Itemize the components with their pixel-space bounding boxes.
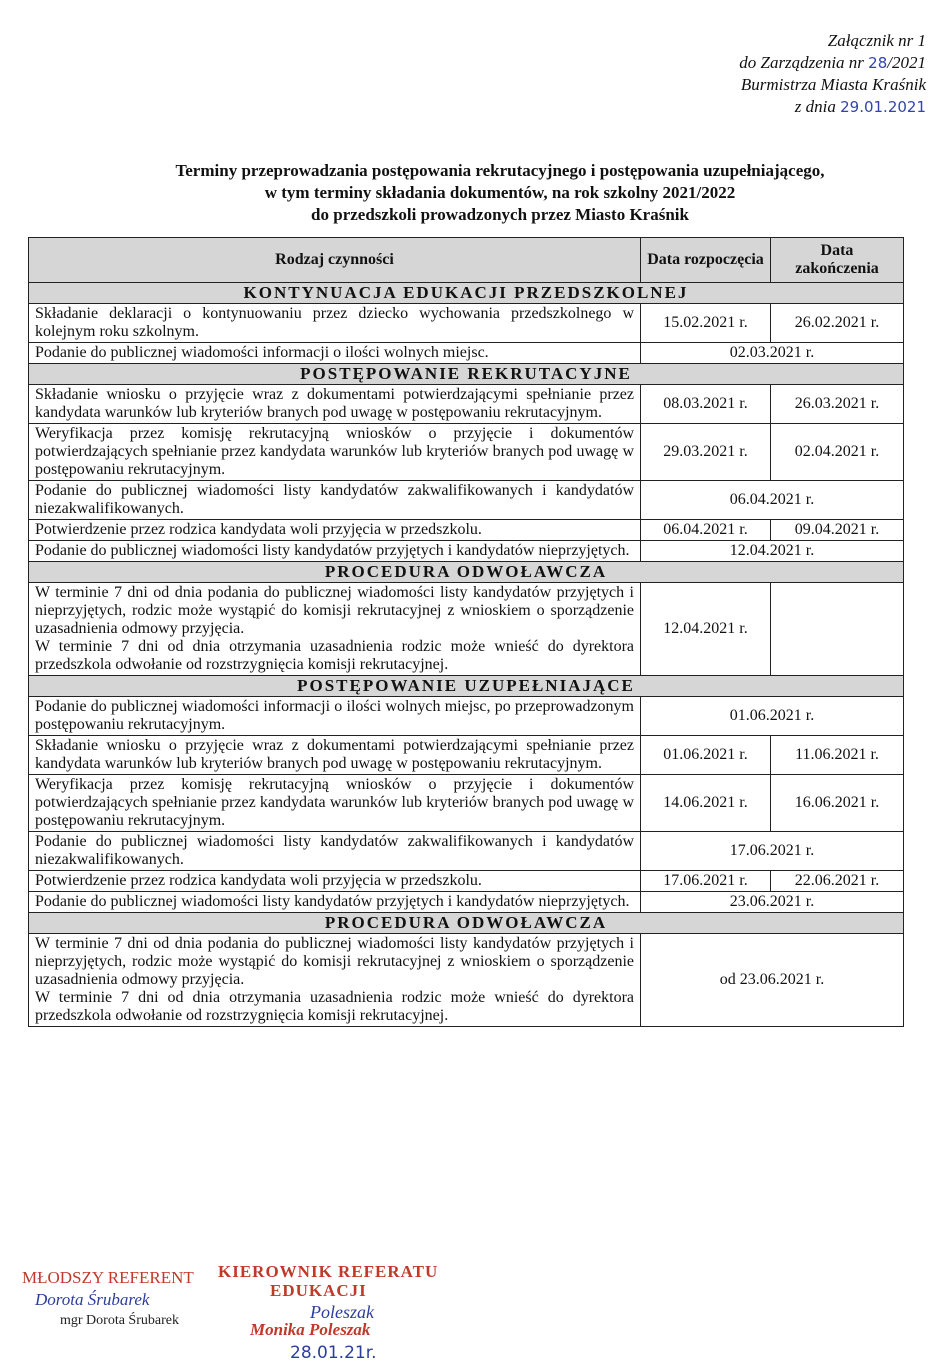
annex-ordinance: do Zarządzenia nr 28/2021 bbox=[739, 53, 926, 72]
date-end bbox=[771, 583, 904, 676]
table-row bbox=[29, 520, 904, 541]
section-row bbox=[29, 676, 904, 697]
date-single: 02.03.2021 r. bbox=[641, 343, 904, 364]
section-title: POSTĘPOWANIE REKRUTACYJNE bbox=[29, 364, 904, 385]
activity-text: Składanie wniosku o przyjęcie wraz z dokumentami potwierdzającymi spełnianie przez kandydata warunków lub kryteriów branych pod uwagę w postępowaniu rekrutacyjnym. bbox=[35, 386, 634, 421]
schedule-table bbox=[28, 237, 904, 1027]
activity-description bbox=[29, 424, 641, 481]
activity-text: Podanie do publicznej wiadomości listy kandydatów przyjętych i kandydatów nieprzyjętych. bbox=[35, 542, 630, 559]
activity-text: Podanie do publicznej wiadomości listy kandydatów przyjętych i kandydatów nieprzyjętych. bbox=[35, 893, 630, 910]
activity-description bbox=[29, 304, 641, 343]
activity-description bbox=[29, 736, 641, 775]
date-single: 12.04.2021 r. bbox=[641, 541, 904, 562]
date-end: 02.04.2021 r. bbox=[771, 424, 904, 481]
signature-right: Poleszak bbox=[310, 1302, 374, 1322]
date-start: 12.04.2021 r. bbox=[641, 583, 771, 676]
activity-text: Składanie wniosku o przyjęcie wraz z dokumentami potwierdzającymi spełnianie przez kandydata warunków lub kryteriów branych pod uwagę w postępowaniu rekrutacyjnym. bbox=[35, 737, 634, 772]
signature-date: 28.01.21r. bbox=[290, 1343, 377, 1363]
activity-text: Podanie do publicznej wiadomości informacji o ilości wolnych miejsc. bbox=[35, 344, 489, 361]
section-row bbox=[29, 364, 904, 385]
header-end-date: Data zakończenia bbox=[771, 238, 904, 283]
activity-text-continued: W terminie 7 dni od dnia otrzymania uzasadnienia rodzic może wnieść do dyrektora przedszkola odwołanie od rozstrzygnięcia komisji rekrutacyjnej. bbox=[35, 638, 634, 673]
section-row bbox=[29, 562, 904, 583]
document-title: Terminy przeprowadzania postępowania rekrutacyjnego i postępowania uzupełniającego, w tym terminy składania dokumentów, na rok szkolny 2021/2022 do przedszkoli prowadzonych przez Miasto Kraśnik bbox=[175, 161, 825, 224]
date-single: 17.06.2021 r. bbox=[641, 832, 904, 871]
table-row bbox=[29, 775, 904, 832]
date-single: od 23.06.2021 r. bbox=[641, 934, 904, 1027]
table-row bbox=[29, 424, 904, 481]
activity-description bbox=[29, 583, 641, 676]
activity-text: Potwierdzenie przez rodzica kandydata woli przyjęcia w przedszkolu. bbox=[35, 872, 482, 889]
header-activity: Rodzaj czynności bbox=[29, 238, 641, 283]
section-row bbox=[29, 913, 904, 934]
annex-issuer: Burmistrza Miasta Kraśnik bbox=[740, 75, 926, 94]
table-row bbox=[29, 583, 904, 676]
header-start-date: Data rozpoczęcia bbox=[641, 238, 771, 283]
table-row bbox=[29, 304, 904, 343]
section-title: KONTYNUACJA EDUKACJI PRZEDSZKOLNEJ bbox=[29, 283, 904, 304]
activity-description bbox=[29, 520, 641, 541]
signature-left: Dorota Śrubarek bbox=[35, 1290, 150, 1309]
date-end: 09.04.2021 r. bbox=[771, 520, 904, 541]
table-row bbox=[29, 697, 904, 736]
section-title: PROCEDURA ODWOŁAWCZA bbox=[29, 913, 904, 934]
annex-date-handwritten: 29.01.2021 bbox=[840, 98, 926, 116]
annex-header bbox=[739, 30, 926, 118]
date-end: 26.02.2021 r. bbox=[771, 304, 904, 343]
activity-text: Weryfikacja przez komisję rekrutacyjną wniosków o przyjęcie i dokumentów potwierdzających spełnianie przez kandydata warunków lub kryteriów branych pod uwagę w postępowaniu rekrutacyjnym. bbox=[35, 776, 634, 829]
table-row bbox=[29, 736, 904, 775]
activity-description bbox=[29, 775, 641, 832]
annex-number: Załącznik nr 1 bbox=[827, 31, 926, 50]
stamp-head-department: EDUKACJI bbox=[270, 1281, 367, 1300]
ordinance-number-handwritten: 28 bbox=[868, 54, 888, 72]
stamp-junior-officer: MŁODSZY REFERENT bbox=[22, 1268, 194, 1287]
activity-text: Składanie deklaracji o kontynuowaniu przez dziecko wychowania przedszkolnego w kolejnym roku szkolnym. bbox=[35, 305, 634, 340]
activity-description bbox=[29, 385, 641, 424]
table-row bbox=[29, 481, 904, 520]
date-start: 29.03.2021 r. bbox=[641, 424, 771, 481]
annex-date: z dnia 29.01.2021 bbox=[794, 97, 926, 116]
activity-description bbox=[29, 343, 641, 364]
activity-description bbox=[29, 832, 641, 871]
activity-text: W terminie 7 dni od dnia podania do publicznej wiadomości listy kandydatów przyjętych i nieprzyjętych, rodzic może wystąpić do komisji rekrutacyjnej z wnioskiem o sporządzenie uzasadnienia odmowy przyjęcia. bbox=[35, 584, 634, 637]
table-header-row bbox=[29, 238, 904, 283]
activity-text-continued: W terminie 7 dni od dnia otrzymania uzasadnienia rodzic może wnieść do dyrektora przedszkola odwołanie od rozstrzygnięcia komisji rekrutacyjnej. bbox=[35, 989, 634, 1024]
section-row bbox=[29, 283, 904, 304]
date-end: 26.03.2021 r. bbox=[771, 385, 904, 424]
table-row bbox=[29, 832, 904, 871]
date-start: 06.04.2021 r. bbox=[641, 520, 771, 541]
table-row bbox=[29, 892, 904, 913]
activity-text: Weryfikacja przez komisję rekrutacyjną wniosków o przyjęcie i dokumentów potwierdzających spełnianie przez kandydata warunków lub kryteriów branych pod uwagę w postępowaniu rekrutacyjnym. bbox=[35, 425, 634, 478]
signatory-name-left: mgr Dorota Śrubarek bbox=[60, 1313, 179, 1328]
date-single: 23.06.2021 r. bbox=[641, 892, 904, 913]
date-single: 01.06.2021 r. bbox=[641, 697, 904, 736]
activity-text: W terminie 7 dni od dnia podania do publicznej wiadomości listy kandydatów przyjętych i nieprzyjętych, rodzic może wystąpić do komisji rekrutacyjnej z wnioskiem o sporządzenie uzasadnienia odmowy przyjęcia. bbox=[35, 935, 634, 988]
section-title: POSTĘPOWANIE UZUPEŁNIAJĄCE bbox=[29, 676, 904, 697]
date-end: 22.06.2021 r. bbox=[771, 871, 904, 892]
activity-text: Potwierdzenie przez rodzica kandydata woli przyjęcia w przedszkolu. bbox=[35, 521, 482, 538]
table-row bbox=[29, 343, 904, 364]
activity-description bbox=[29, 541, 641, 562]
table-row bbox=[29, 934, 904, 1027]
date-start: 15.02.2021 r. bbox=[641, 304, 771, 343]
date-single: 06.04.2021 r. bbox=[641, 481, 904, 520]
date-start: 17.06.2021 r. bbox=[641, 871, 771, 892]
activity-description bbox=[29, 892, 641, 913]
table-row bbox=[29, 385, 904, 424]
activity-text: Podanie do publicznej wiadomości informacji o ilości wolnych miejsc, po przeprowadzonym postępowaniu rekrutacyjnym. bbox=[35, 698, 634, 733]
table-row bbox=[29, 541, 904, 562]
table-row bbox=[29, 871, 904, 892]
activity-description bbox=[29, 871, 641, 892]
activity-text: Podanie do publicznej wiadomości listy kandydatów zakwalifikowanych i kandydatów niezakwalifikowanych. bbox=[35, 482, 634, 517]
date-start: 01.06.2021 r. bbox=[641, 736, 771, 775]
activity-text: Podanie do publicznej wiadomości listy kandydatów zakwalifikowanych i kandydatów niezakwalifikowanych. bbox=[35, 833, 634, 868]
date-end: 16.06.2021 r. bbox=[771, 775, 904, 832]
activity-description bbox=[29, 697, 641, 736]
date-start: 08.03.2021 r. bbox=[641, 385, 771, 424]
date-end: 11.06.2021 r. bbox=[771, 736, 904, 775]
section-title: PROCEDURA ODWOŁAWCZA bbox=[29, 562, 904, 583]
activity-description bbox=[29, 481, 641, 520]
date-start: 14.06.2021 r. bbox=[641, 775, 771, 832]
stamp-head-title: KIEROWNIK REFERATU bbox=[218, 1262, 439, 1281]
activity-description bbox=[29, 934, 641, 1027]
signatory-name-right: Monika Poleszak bbox=[250, 1320, 371, 1339]
